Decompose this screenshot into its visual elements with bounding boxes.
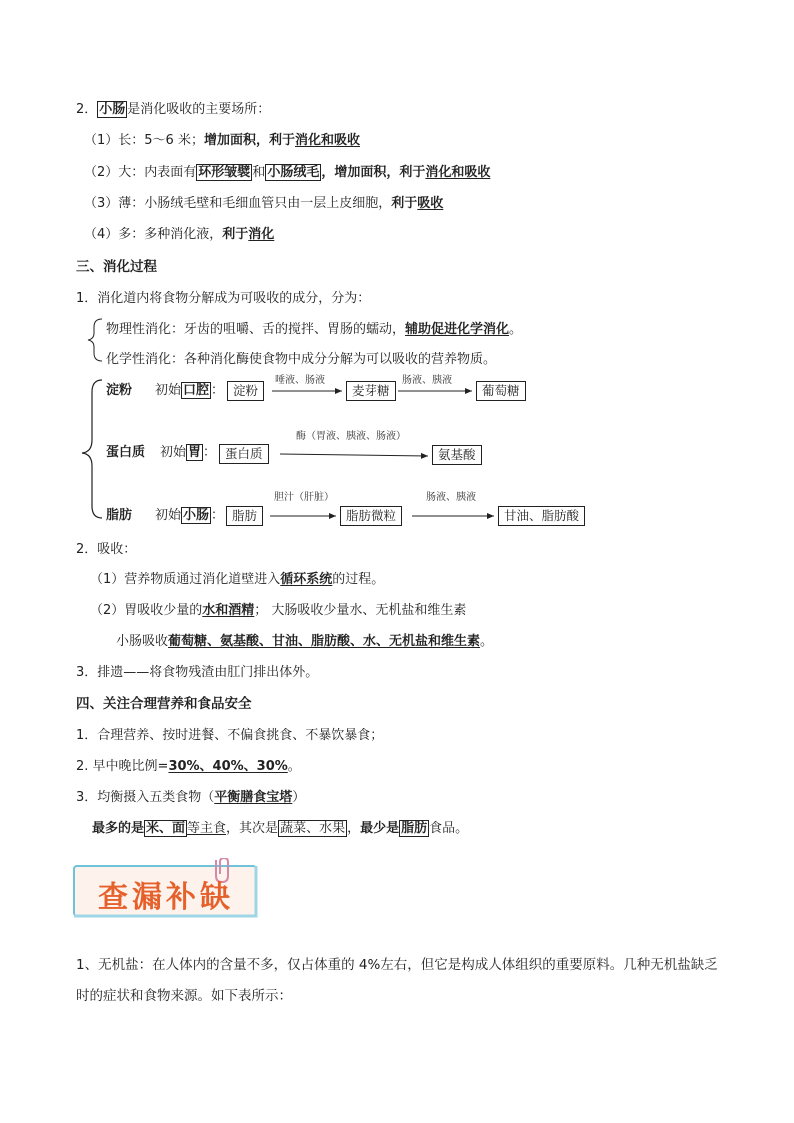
starch-box-1: 淀粉 <box>227 381 264 401</box>
s4-p2-key: 30%、40%、30% <box>168 759 288 774</box>
s4-p3-end: ） <box>292 790 306 805</box>
s3-phys-text: 物理性消化：牙齿的咀嚼、舌的搅拌、胃肠的蠕动， <box>106 322 406 337</box>
s4-p3-key: 平衡膳食宝塔 <box>214 790 293 805</box>
fat-box-3: 甘油、脂肪酸 <box>498 506 585 526</box>
starch-enzyme-1: 唾液、肠液 <box>275 375 325 386</box>
s3-chem: 化学性消化：各种消化酶使食物中成分分解为可以吸收的营养物质。 <box>106 352 497 367</box>
s2-l2-text: （2）大：内表面有 <box>84 165 197 180</box>
s3-phys-end: 。 <box>509 322 523 337</box>
absorb-l1-end: 的过程。 <box>332 572 385 587</box>
s2-l1-bold: 增加面积，利于 <box>203 133 295 148</box>
s4-p2 <box>76 757 301 777</box>
s2-l3-bold: 利于 <box>391 196 418 211</box>
protein-box-1: 蛋白质 <box>219 444 269 464</box>
starch-site: 口腔 <box>183 383 210 398</box>
s2-l2-key1: 环形皱襞 <box>198 165 251 180</box>
absorb-item-1 <box>90 570 384 590</box>
s3-p1: 1．消化道内将食物分解成为可吸收的成分，分为： <box>76 291 371 306</box>
s4-p4-end: 食品。 <box>429 821 469 836</box>
starch-box-2: 麦芽糖 <box>346 381 396 401</box>
absorb-l2-end: ； 大肠吸收少量水、无机盐和维生素 <box>254 603 467 618</box>
banner-title: 查漏补缺 <box>98 880 234 915</box>
large-brace-icon <box>82 380 102 518</box>
protein-enzyme: 酶（胃液、胰液、肠液） <box>296 431 406 442</box>
s4-p4-comma: ， <box>347 821 361 836</box>
s4-p4 <box>92 819 468 839</box>
s2-l3-key: 吸收 <box>417 196 444 211</box>
absorb-l1-text: （1）营养物质通过消化道壁进入 <box>90 572 281 587</box>
s2-l4-bold: 利于 <box>222 227 249 242</box>
starch-init <box>155 382 224 400</box>
s4-p4-bold2: 最少是 <box>360 821 400 836</box>
extra-line-1: 1、无机盐：在人体内的含量不多，仅占体重的 4%左右，但它是构成人体组织的重要原料。几种无机盐缺乏 <box>76 957 718 973</box>
excrete: 3．排遗——将食物残渣由肛门排出体外。 <box>76 665 319 680</box>
s2-l1-key: 消化和吸收 <box>294 133 360 148</box>
starch-init-text: 初始 <box>155 383 182 398</box>
s4-p3-text: 3．均衡摄入五类食物（ <box>76 790 215 805</box>
s4-p3 <box>76 788 305 808</box>
extra-line-2: 时的症状和食物来源。如下表所示： <box>76 988 292 1004</box>
fat-init <box>155 507 224 525</box>
protein-init-text: 初始 <box>160 445 187 460</box>
s2-key-term: 小肠 <box>99 102 126 117</box>
s4-heading: 四、关注合理营养和食品安全 <box>76 696 252 712</box>
small-brace-icon <box>88 319 102 361</box>
s2-l2-key2: 小肠绒毛 <box>267 165 320 180</box>
absorb-item-2 <box>90 601 466 621</box>
fat-site: 小肠 <box>183 508 210 523</box>
protein-site: 胃 <box>188 445 202 460</box>
fat-label: 脂肪 <box>106 508 133 523</box>
fat-box-1: 脂肪 <box>226 506 263 526</box>
fat-enzyme-1: 胆汁（肝脏） <box>274 492 334 503</box>
s2-prefix: 2． <box>76 102 98 117</box>
s4-p2-text: 2. 早中晚比例= <box>76 759 169 774</box>
s4-p2-end: 。 <box>287 759 301 774</box>
protein-label: 蛋白质 <box>106 445 146 460</box>
absorb-item-3 <box>116 632 493 652</box>
fat-colon: ： <box>211 508 225 523</box>
starch-label: 淀粉 <box>106 383 133 398</box>
absorb-l3-text: 小肠吸收 <box>116 634 169 649</box>
s3-phys-key: 辅助促进化学消化 <box>405 322 510 337</box>
fat-enzyme-2: 肠液、胰液 <box>426 492 476 503</box>
s4-p1: 1．合理营养、按时进餐、不偏食挑食、不暴饮暴食； <box>76 728 384 743</box>
s2-l3-text: （3）薄：小肠绒毛壁和毛细血管只由一层上皮细胞， <box>84 196 392 211</box>
protein-colon: ： <box>203 445 217 460</box>
s4-p4-bold1: 最多的是 <box>92 821 145 836</box>
absorb-l3-end: 。 <box>480 634 494 649</box>
s4-p4-text1: 等主食 <box>187 821 227 836</box>
protein-init <box>160 444 216 462</box>
s2-l2-key3: 消化和吸收 <box>425 165 491 180</box>
protein-arrow <box>280 454 428 456</box>
absorb-title: 2．吸收： <box>76 542 137 557</box>
starch-enzyme-2: 肠液、胰液 <box>402 375 452 386</box>
fat-init-text: 初始 <box>155 508 182 523</box>
absorb-l1-key: 循环系统 <box>280 572 333 587</box>
s2-l1-text: （1）长：5～6 米； <box>84 133 204 148</box>
s4-p4-text2: ，其次是 <box>226 821 279 836</box>
s2-l2-bold: ，增加面积，利于 <box>321 165 426 180</box>
starch-box-3: 葡萄糖 <box>476 381 526 401</box>
protein-box-2: 氨基酸 <box>432 445 482 465</box>
s2-l4-text: （4）多：多种消化液， <box>84 227 223 242</box>
section-banner <box>70 858 262 920</box>
starch-colon: ： <box>211 383 225 398</box>
fat-box-2: 脂肪微粒 <box>340 506 402 526</box>
s2-l2-and: 和 <box>252 165 266 180</box>
s2-l4-key: 消化 <box>248 227 275 242</box>
s3-heading: 三、消化过程 <box>76 259 157 275</box>
s4-p4-key1: 米、面 <box>146 821 186 836</box>
absorb-l2-text: （2）胃吸收少量的 <box>90 603 203 618</box>
absorb-l2-key: 水和酒精 <box>202 603 255 618</box>
s4-p4-key3: 脂肪 <box>401 821 428 836</box>
absorb-l3-key: 葡萄糖、氨基酸、甘油、脂肪酸、水、无机盐和维生素 <box>168 634 481 649</box>
s2-rest: 是消化吸收的主要场所： <box>127 102 271 117</box>
s4-p4-key2: 蔬菜、水果 <box>280 821 346 836</box>
